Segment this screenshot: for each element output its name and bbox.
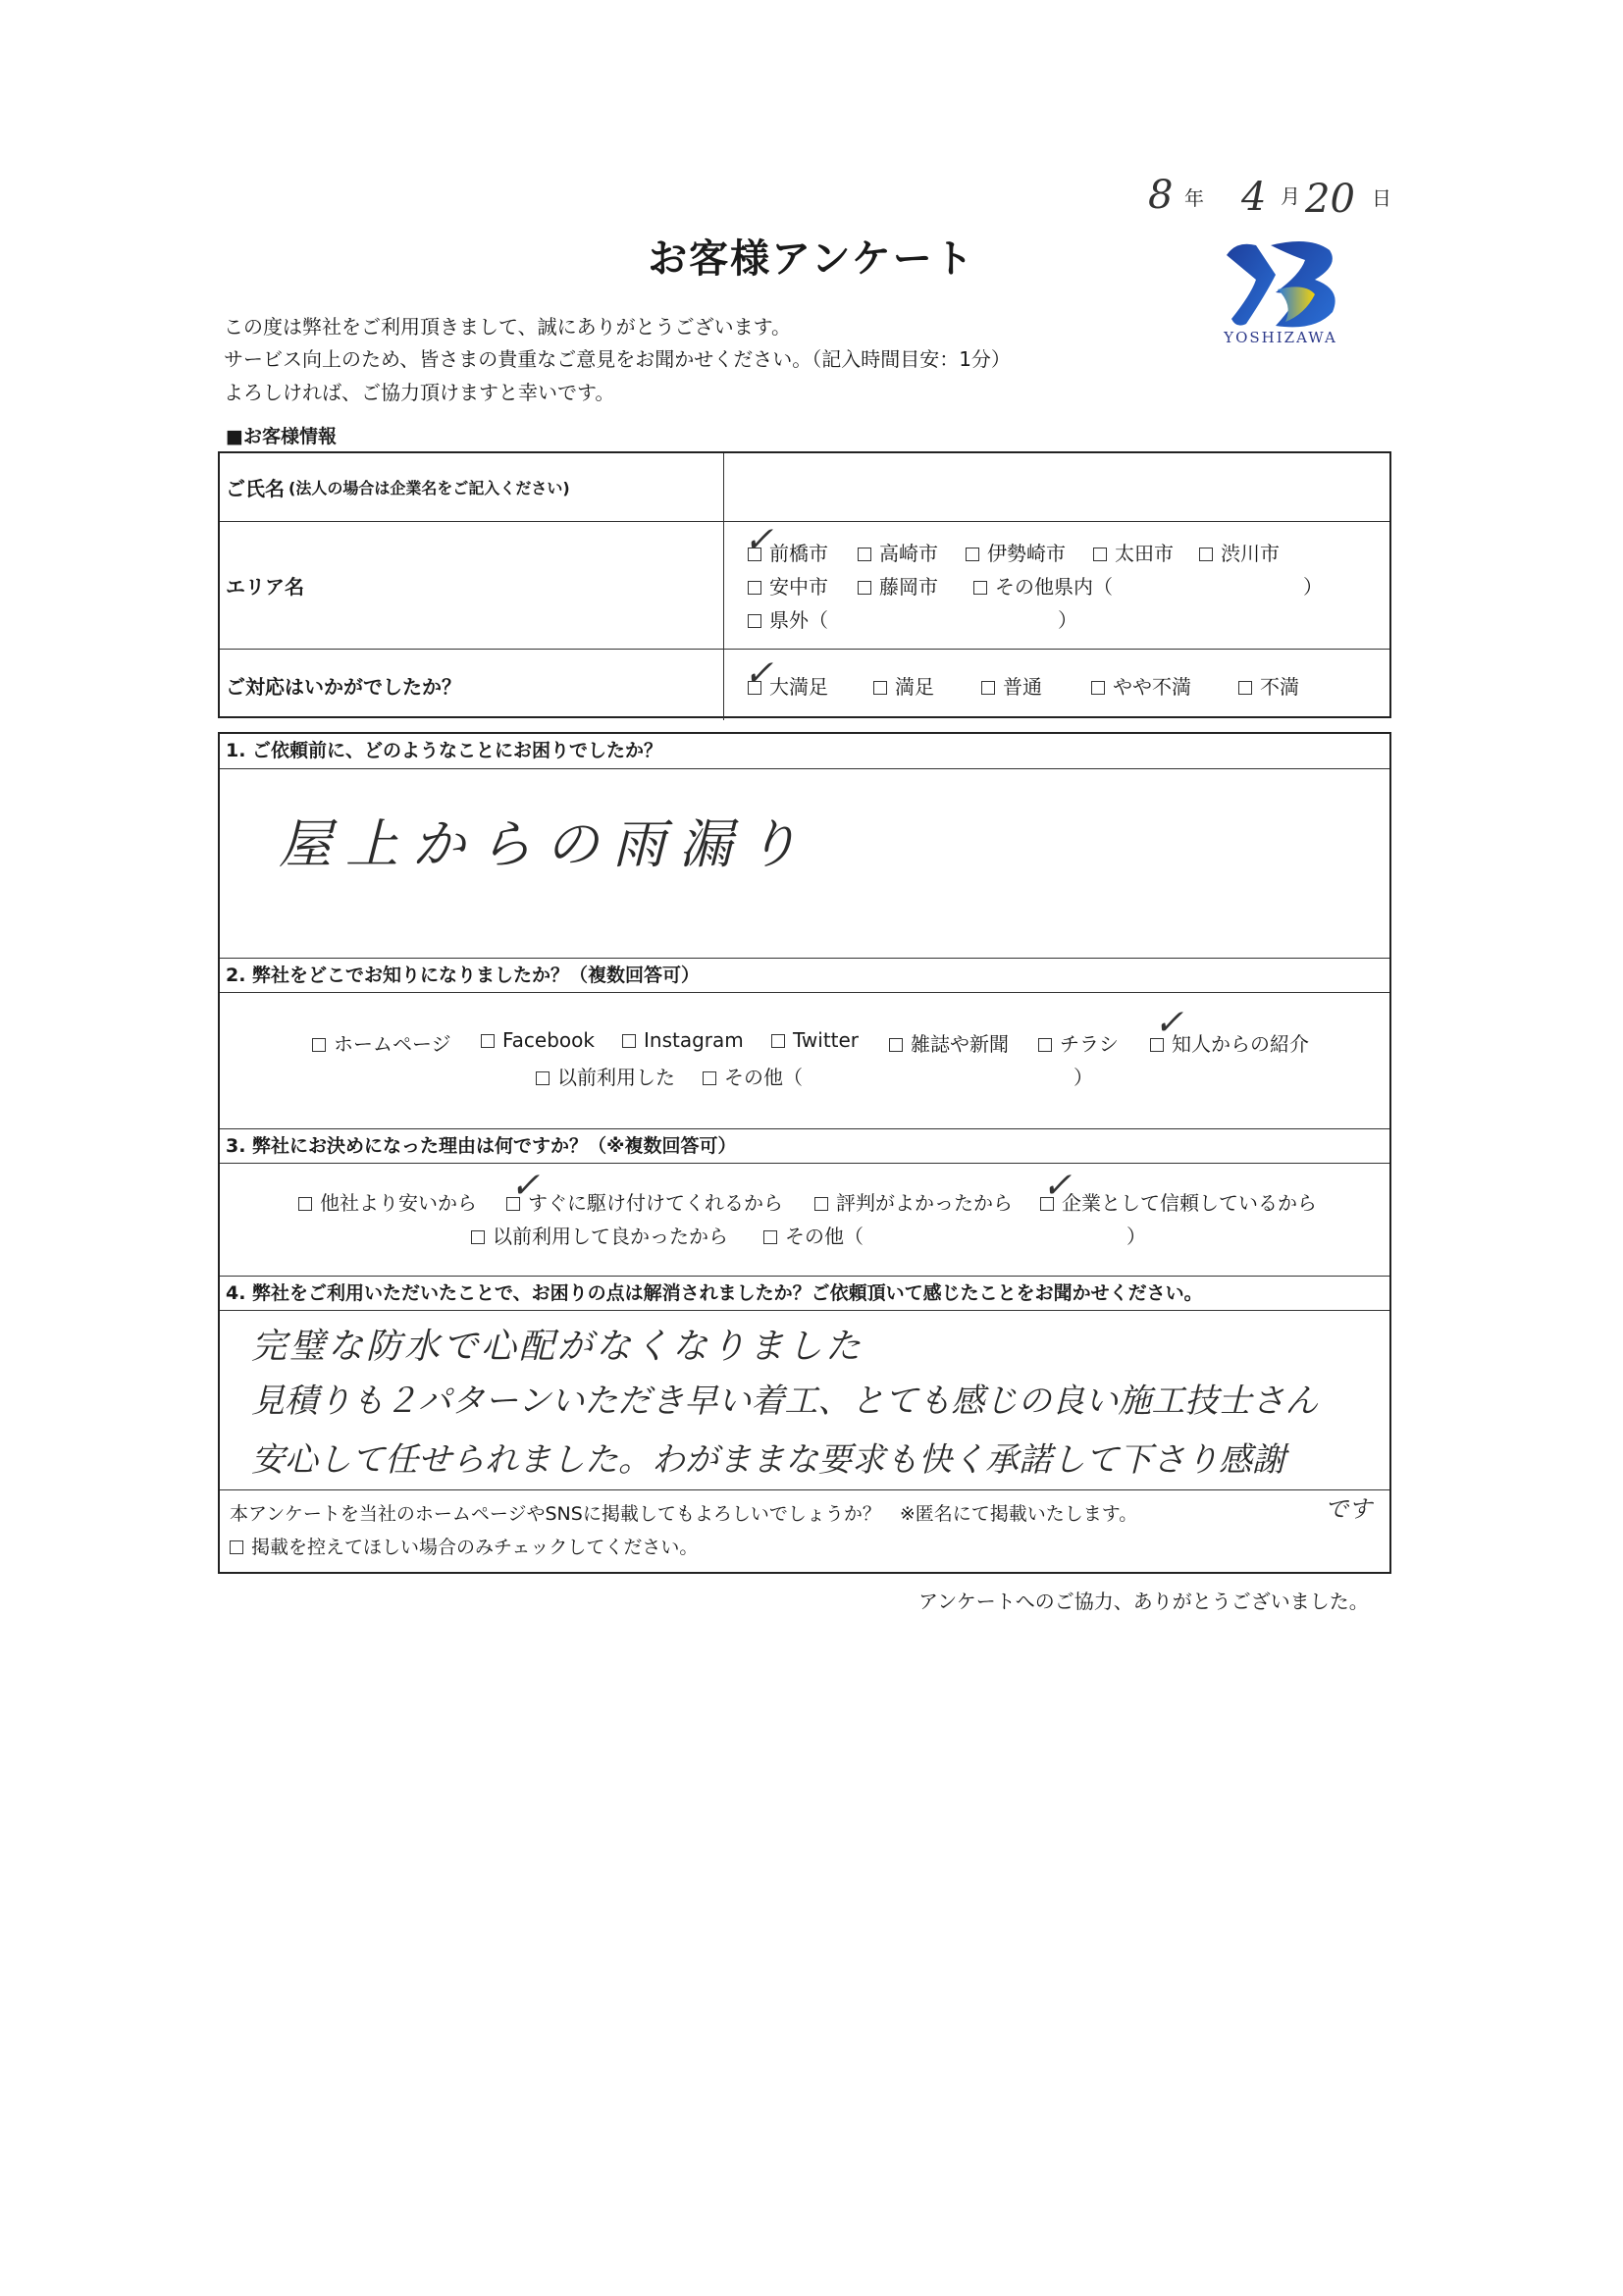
checkbox[interactable] — [981, 681, 995, 695]
area-option-ota[interactable]: 太田市 — [1093, 538, 1174, 566]
q2-heading: 2. 弊社をどこでお知りになりましたか？（複数回答可） — [220, 958, 1389, 993]
q3-option-other[interactable]: その他（ — [763, 1221, 864, 1249]
name-label-note: (法人の場合は企業名をご記入ください) — [288, 479, 570, 497]
thanks-text: アンケートへのご協力、ありがとうございました。 — [918, 1590, 1369, 1613]
area-option-isesaki[interactable]: 伊勢崎市 — [966, 538, 1066, 566]
q4-answer-line[interactable]: 完璧な防水で心配がなくなりました — [251, 1327, 864, 1367]
area-label — [220, 522, 724, 649]
satisfaction-option-very-satisfied[interactable]: 大満足 — [748, 671, 828, 700]
intro-line: サービス向上のため、皆さまの貴重なご意見をお聞かせください。（記入時間目安：1分） — [224, 347, 1011, 371]
area-options — [724, 522, 1389, 649]
checkbox[interactable] — [858, 548, 871, 561]
q2-option-referral[interactable]: 知人からの紹介 — [1150, 1028, 1309, 1057]
satisfaction-option-neutral[interactable]: 普通 — [981, 671, 1042, 700]
area-row — [220, 522, 1389, 650]
checkbox[interactable] — [771, 1034, 785, 1048]
checkbox[interactable] — [1199, 548, 1213, 561]
date-year-unit: 年 — [1184, 186, 1204, 210]
q2-option-previous[interactable]: 以前利用した — [536, 1062, 675, 1090]
page-title: お客様アンケート — [648, 236, 975, 282]
name-label — [220, 453, 724, 521]
q1-heading: 1. ご依頼前に、どのようなことにお困りでしたか？ — [220, 734, 1389, 769]
area-option-outside-pref[interactable]: 県外（ — [748, 604, 828, 633]
checkbox[interactable] — [703, 1071, 716, 1085]
satisfaction-option-satisfied[interactable]: 満足 — [873, 671, 934, 700]
satisfaction-option-dissatisfied[interactable]: 不満 — [1238, 671, 1299, 700]
q4-answer-line[interactable]: 見積りも２パターンいただき早い着工、とても感じの良い施工技士さん — [251, 1382, 1319, 1421]
check-mark: ✓ — [744, 653, 774, 694]
satisfaction-label — [220, 650, 724, 720]
checkbox[interactable] — [1091, 681, 1105, 695]
checkbox[interactable] — [1038, 1038, 1052, 1052]
checkbox[interactable] — [536, 1071, 550, 1085]
checkbox[interactable] — [748, 581, 761, 595]
q3-option-fast-response[interactable]: すぐに駆け付けてくれるから — [506, 1187, 783, 1216]
q3-option-other-close: ） — [1126, 1225, 1146, 1248]
check-mark: ✓ — [1154, 1003, 1184, 1043]
q2-option-facebook[interactable]: Facebook — [481, 1028, 595, 1052]
date-year: 8 — [1148, 173, 1174, 218]
date-field — [1143, 173, 1398, 232]
area-label-text: エリア名 — [226, 575, 304, 599]
name-row — [220, 453, 1389, 522]
checkbox[interactable] — [1238, 681, 1252, 695]
area-option-annaka[interactable]: 安中市 — [748, 571, 828, 600]
publish-opt-out[interactable]: 掲載を控えてほしい場合のみチェックしてください。 — [230, 1533, 698, 1559]
customer-info-table — [218, 451, 1391, 718]
satisfaction-option-slightly-dissatisfied[interactable]: やや不満 — [1091, 671, 1191, 700]
satisfaction-row — [220, 650, 1389, 720]
q3-option-cheaper[interactable]: 他社より安いから — [298, 1187, 477, 1216]
area-option-shibukawa[interactable]: 渋川市 — [1199, 538, 1280, 566]
q2-option-magazine[interactable]: 雑誌や新聞 — [889, 1028, 1009, 1057]
q4-answer-line[interactable]: です — [1325, 1495, 1372, 1523]
q4-answer-line[interactable]: 安心して任せられました。わがままな要求も快く承諾して下さり感謝 — [251, 1440, 1285, 1480]
q1-answer[interactable]: 屋上からの雨漏り — [279, 813, 812, 875]
divider — [220, 1489, 1389, 1490]
checkbox[interactable] — [763, 1230, 777, 1244]
checkbox[interactable] — [966, 548, 979, 561]
checkbox[interactable] — [298, 1197, 312, 1211]
area-option-fujioka[interactable]: 藤岡市 — [858, 571, 938, 600]
name-field[interactable] — [724, 453, 1389, 521]
checkbox[interactable] — [230, 1540, 243, 1554]
check-mark: ✓ — [510, 1166, 541, 1206]
satisfaction-options — [724, 650, 1389, 720]
date-month: 4 — [1241, 175, 1267, 220]
date-month-unit: 月 — [1281, 184, 1300, 208]
survey-table — [218, 732, 1391, 1574]
q2-option-other-close: ） — [1073, 1066, 1093, 1089]
checkbox[interactable] — [1093, 548, 1107, 561]
checkbox[interactable] — [973, 581, 987, 595]
q4-heading: 4. 弊社をご利用いただいたことで、お困りの点は解消されましたか？ご依頼頂いて感じたことをお聞かせください。 — [220, 1276, 1389, 1311]
checkbox[interactable] — [312, 1038, 326, 1052]
intro-line: よろしければ、ご協力頂けますと幸いです。 — [224, 381, 615, 404]
area-option-takasaki[interactable]: 高崎市 — [858, 538, 938, 566]
q2-option-other[interactable]: その他（ — [703, 1062, 803, 1090]
checkbox[interactable] — [622, 1034, 636, 1048]
name-label-text: ご氏名 — [226, 477, 285, 500]
date-day-unit: 日 — [1372, 186, 1391, 210]
checkbox[interactable] — [873, 681, 887, 695]
q2-option-homepage[interactable]: ホームページ — [312, 1028, 451, 1057]
q2-option-flyer[interactable]: チラシ — [1038, 1028, 1119, 1057]
area-option-outside-close: ） — [1058, 608, 1077, 632]
check-mark: ✓ — [744, 520, 774, 560]
area-option-other-close: ） — [1303, 575, 1323, 599]
checkbox[interactable] — [471, 1230, 485, 1244]
intro-line: この度は弊社をご利用頂きまして、誠にありがとうございます。 — [224, 315, 791, 339]
area-option-maebashi[interactable]: 前橋市 — [748, 538, 828, 566]
satisfaction-label-text: ご対応はいかがでしたか？ — [226, 674, 461, 699]
q3-option-previous-good[interactable]: 以前利用して良かったから — [471, 1221, 728, 1249]
checkbox[interactable] — [814, 1197, 828, 1211]
check-mark: ✓ — [1042, 1166, 1073, 1206]
q2-option-instagram[interactable]: Instagram — [622, 1028, 744, 1052]
q3-option-reputation[interactable]: 評判がよかったから — [814, 1187, 1013, 1216]
checkbox[interactable] — [858, 581, 871, 595]
checkbox[interactable] — [481, 1034, 495, 1048]
publish-note: 本アンケートを当社のホームページやSNSに掲載してもよろしいでしょうか？ ※匿名にて掲載いたします。 — [230, 1503, 1138, 1525]
checkbox[interactable] — [748, 614, 761, 628]
customer-info-heading: ■お客様情報 — [226, 426, 337, 447]
logo-text: YOSHIZAWA — [1224, 329, 1337, 346]
q2-option-twitter[interactable]: Twitter — [771, 1028, 859, 1052]
date-day: 20 — [1305, 177, 1355, 222]
checkbox[interactable] — [889, 1038, 903, 1052]
q3-heading: 3. 弊社にお決めになった理由は何ですか？（※複数回答可） — [220, 1128, 1389, 1164]
area-option-other-in-pref[interactable]: その他県内（ — [973, 571, 1113, 600]
q3-option-trust[interactable]: 企業として信頼しているから — [1040, 1187, 1317, 1216]
